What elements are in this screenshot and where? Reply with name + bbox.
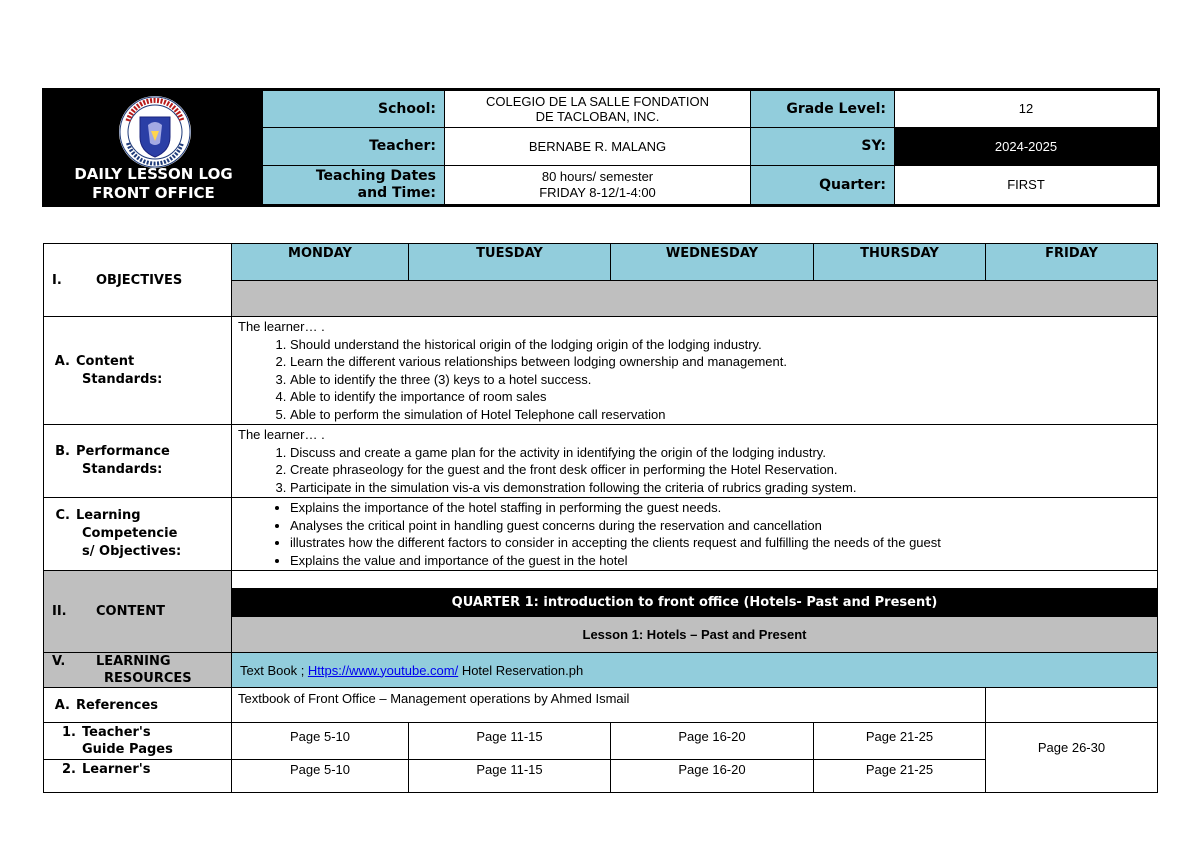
competencies-label-line3: s/ Objectives: [82, 544, 182, 559]
lesson-title: Lesson 1: Hotels – Past and Present [232, 617, 1158, 653]
day-wednesday: WEDNESDAY [611, 244, 814, 281]
competencies-letter: C. [55, 508, 70, 523]
subject-title: FRONT OFFICE [92, 184, 215, 202]
teaching-dates-label-line2: and Time: [357, 184, 436, 201]
content-standard-item: 2. Learn the different various relationships between lodging ownership and management. [290, 353, 1151, 371]
lesson-log-table [43, 243, 1158, 793]
teachers-guide-num: 1. [62, 725, 76, 740]
content-standards-letter: A. [54, 353, 70, 369]
content-standards-label-line1: Content [76, 353, 135, 369]
teachers-guide-label-line1: Teacher's [82, 725, 151, 740]
lm-pages-wednesday: Page 16-20 [611, 760, 814, 793]
objectives-label: OBJECTIVES [96, 272, 183, 288]
learning-resources-num: V. [52, 654, 66, 669]
learners-label [44, 760, 232, 793]
teaching-dates-label-line1: Teaching Dates [315, 167, 436, 184]
deped-logo-cell [44, 90, 263, 206]
day-monday: MONDAY [232, 244, 409, 281]
teaching-dates-label [263, 165, 445, 205]
performance-standard-item: 2. Create phraseology for the guest and the front desk officer in performing the Hotel Reservation. [290, 461, 1151, 479]
day-thursday: THURSDAY [814, 244, 986, 281]
performance-standards-intro: The learner… . [238, 427, 325, 442]
learning-resources-text [232, 653, 1158, 688]
performance-standards-label [44, 425, 232, 498]
teacher-label: Teacher: [263, 127, 445, 165]
content-label: CONTENT [96, 604, 165, 619]
competencies-text [232, 498, 1158, 571]
competency-item: • Analyses the critical point in handling guest concerns during the reservation and cancellation [290, 517, 1151, 535]
objectives-num: I. [52, 272, 62, 288]
content-spacer [232, 571, 1158, 589]
school-value [445, 90, 751, 128]
youtube-link[interactable]: Https://www.youtube.com/ [307, 662, 459, 678]
lm-pages-monday: Page 5-10 [232, 760, 409, 793]
references-value: Textbook of Front Office – Management operations by Ahmed Ismail [232, 688, 986, 723]
tg-pages-tuesday: Page 11-15 [409, 723, 611, 760]
content-standards-label-line2: Standards: [82, 371, 163, 387]
content-num: II. [52, 604, 67, 619]
content-standard-item: 5. Able to perform the simulation of Hotel Telephone call reservation [290, 406, 1151, 424]
learning-resources-prefix: Text Book ; [240, 662, 308, 678]
tg-pages-monday: Page 5-10 [232, 723, 409, 760]
day-tuesday: TUESDAY [409, 244, 611, 281]
objectives-grey-band [232, 281, 1158, 317]
quarter-title: QUARTER 1: introduction to front office (Hotels- Past and Present) [232, 589, 1158, 617]
references-label-text: References [76, 697, 159, 713]
competencies-label [44, 498, 232, 571]
tg-pages-friday-text: Page 26-30 [1037, 740, 1106, 755]
teaching-dates-line2: FRIDAY 8-12/1-4:00 [539, 184, 656, 200]
teachers-guide-label-line2: Guide Pages [82, 742, 173, 757]
sy-value: 2024-2025 [895, 127, 1159, 165]
content-standard-item: 4. Able to identify the importance of room sales [290, 388, 1151, 406]
performance-standards-label-line2: Standards: [82, 462, 163, 477]
day-friday: FRIDAY [986, 244, 1158, 281]
references-letter: A. [54, 697, 70, 713]
competency-item: • illustrates how the different factors to consider in accepting the clients request and fulfilling the needs of the guest [290, 534, 1151, 552]
grade-level-value: 12 [895, 90, 1159, 128]
performance-standard-item: 1. Discuss and create a game plan for the activity in identifying the origin of the lodging industry. [290, 444, 1151, 462]
competencies-label-line1: Learning [76, 508, 141, 523]
teaching-dates-line1: 80 hours/ semester [541, 168, 654, 184]
lm-pages-tuesday: Page 11-15 [409, 760, 611, 793]
tg-pages-wednesday: Page 16-20 [611, 723, 814, 760]
competency-item: • Explains the value and importance of the guest in the hotel [290, 552, 1151, 570]
learners-label-text: Learner's [82, 762, 151, 777]
performance-standard-item: 3. Participate in the simulation vis-a vis demonstration following the criteria of rubrics grading system. [290, 479, 1151, 497]
learning-resources-label-line2: RESOURCES [104, 671, 192, 686]
performance-standards-text [232, 425, 1158, 498]
quarter-value: FIRST [895, 165, 1159, 205]
learners-num: 2. [62, 762, 76, 777]
header-table [42, 88, 1160, 207]
deped-seal-logo [118, 95, 192, 169]
tg-pages-thursday: Page 21-25 [814, 723, 986, 760]
lm-pages-thursday: Page 21-25 [814, 760, 986, 793]
content-standard-item: 1. Should understand the historical origin of the lodging origin of the lodging industry. [290, 336, 1151, 354]
references-label [44, 688, 232, 723]
performance-standards-label-line1: Performance [76, 444, 170, 459]
content-heading [44, 571, 232, 653]
learning-resources-heading [44, 653, 232, 688]
school-line2: DE TACLOBAN, INC. [535, 108, 660, 124]
competency-item: • Explains the importance of the hotel staffing in performing the guest needs. [290, 499, 1151, 517]
sy-label: SY: [751, 127, 895, 165]
tg-pages-friday [986, 723, 1158, 793]
content-standards-text [232, 317, 1158, 425]
teacher-value: BERNABE R. MALANG [445, 127, 751, 165]
learning-resources-label-line1: LEARNING [96, 654, 171, 669]
references-friday [986, 688, 1158, 723]
learning-resources-suffix: Hotel Reservation.ph [458, 662, 584, 678]
school-label: School: [263, 90, 445, 128]
teachers-guide-label [44, 723, 232, 760]
content-standards-intro: The learner… . [238, 319, 325, 334]
competencies-label-line2: Competencie [82, 526, 178, 541]
objectives-heading [44, 244, 232, 317]
teaching-dates-value [445, 165, 751, 205]
school-line1: COLEGIO DE LA SALLE FONDATION [486, 93, 709, 109]
grade-level-label: Grade Level: [751, 90, 895, 128]
content-standard-item: 3. Able to identify the three (3) keys to a hotel success. [290, 371, 1151, 389]
performance-standards-letter: B. [55, 444, 70, 459]
content-standards-label [44, 317, 232, 425]
quarter-label: Quarter: [751, 165, 895, 205]
dll-title: DAILY LESSON LOG [74, 165, 233, 183]
